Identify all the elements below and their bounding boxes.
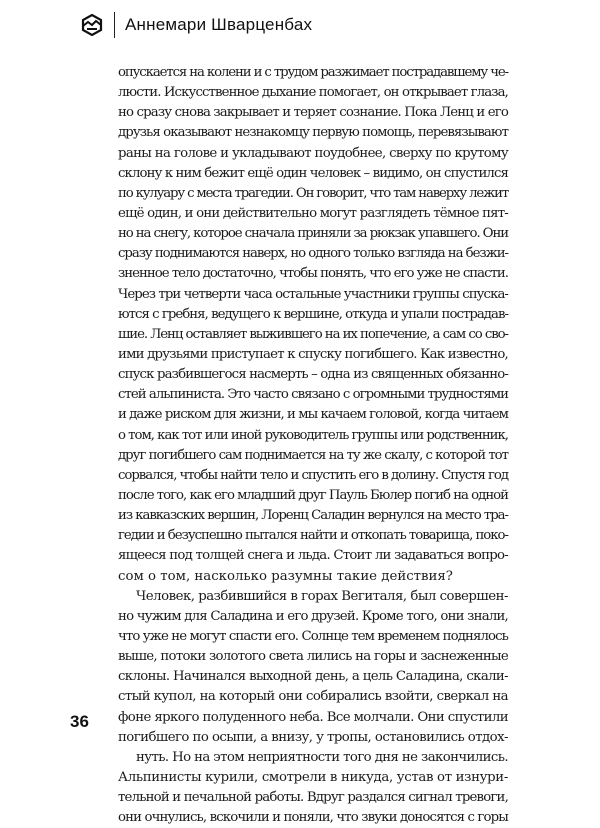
text-line: ими друзьями приступает к спуску погибшего. Как известно, [118,346,508,362]
body-text [118,63,508,828]
text-line: сразу поднимаются наверх, но одного только взгляда на безжи- [118,246,508,262]
text-line: о том, как тот или иной руководитель группы или родственник, [118,427,508,443]
text-line: друзья оказывают незнакомцу первую помощь, перевязывают [118,125,508,141]
text-line: люсти. Искусственное дыхание помогает, он открывает глаза, [118,85,508,101]
text-line: выше, потоки золотого света лились на горы и заснеженные [118,649,508,665]
text-line: фоне яркого полуденного неба. Все молчали. Они спустили [118,709,508,725]
author-name: Аннемари Шварценбах [125,15,313,34]
text-line: сом о том, насколько разумны такие действия? [118,568,453,584]
text-line: но чужим для Саладина и его друзей. Кроме того, они знали, [118,608,508,624]
text-line: раны на голове и укладывают поудобнее, сверху по крутому [118,145,508,161]
text-line: они очнулись, вскочили и поняли, что звуки доносятся с горы [118,810,508,826]
header-divider [114,12,115,38]
text-line: склоны. Начинался выходной день, а цель Саладина, скали- [118,669,508,685]
text-line: погибшего по осыпи, а внизу, у тропы, остановились отдох- [118,729,508,745]
text-line: но на снегу, которое сначала приняли за рюкзак упавшего. Они [118,226,508,242]
text-line: ются с гребня, ведущего к вершине, откуда и упали пострадав- [118,306,508,322]
text-line: Человек, разбившийся в горах Вегиталя, был совершен- [136,588,508,604]
text-line: Через три четверти часа остальные участники группы спуска- [118,286,508,302]
page-number: 36 [70,712,89,731]
text-line: гедии и безуспешно пытался найти и откопать товарища, поко- [118,528,508,544]
text-line: стый купол, на который они собирались взойти, сверкал на [118,689,508,705]
text-line: склону к ним бежит ещё один человек – видимо, он спустился [118,165,508,181]
text-line: спуск разбившегося насмерть – одна из священных обязанно- [118,367,508,383]
text-line: стей альпиниста. Это часто связано с огромными трудностями [118,387,508,403]
text-line: Альпинисты курили, смотрели в никуда, устав от изнури- [118,769,508,785]
text-line: из кавказских вершин, Лоренц Саладин вернулся на место тра- [118,508,508,524]
running-header [80,10,312,40]
text-line: опускается на колени и с трудом разжимает пострадавшему че- [118,65,508,80]
text-line: сорвался, чтобы найти тело и спустить его в долину. Спустя год [118,467,508,483]
text-line: после того, как его младший друг Пауль Бюлер погиб на одной [118,487,508,503]
text-line: по кулуару с места трагедии. Он говорит, что там наверху лежит [118,185,508,201]
text-line: нуть. Но на этом неприятности того дня не закончились. [136,749,508,765]
publisher-logo-icon [80,14,104,36]
text-line: ещё один, и они действительно могут разглядеть тёмное пят- [118,205,508,221]
text-line: зненное тело достаточно, чтобы понять, что его уже не спасти. [118,266,508,282]
text-line: друг погибшего сам поднимается на ту же скалу, с которой тот [118,447,508,463]
text-line: что уже не могут спасти его. Солнце тем временем поднялось [118,628,508,644]
text-line: ящееся под толщей снега и льда. Стоит ли задаваться вопро- [118,548,508,564]
text-line: и даже риском для жизни, и мы качаем головой, когда читаем [118,407,508,423]
text-line: но сразу снова закрывает и теряет сознание. Пока Ленц и его [118,105,508,121]
text-line: тельной и печальной работы. Вдруг раздался сигнал тревоги, [118,790,508,806]
text-line: шие. Ленц оставляет выжившего на их попечение, а сам со сво- [118,326,508,342]
